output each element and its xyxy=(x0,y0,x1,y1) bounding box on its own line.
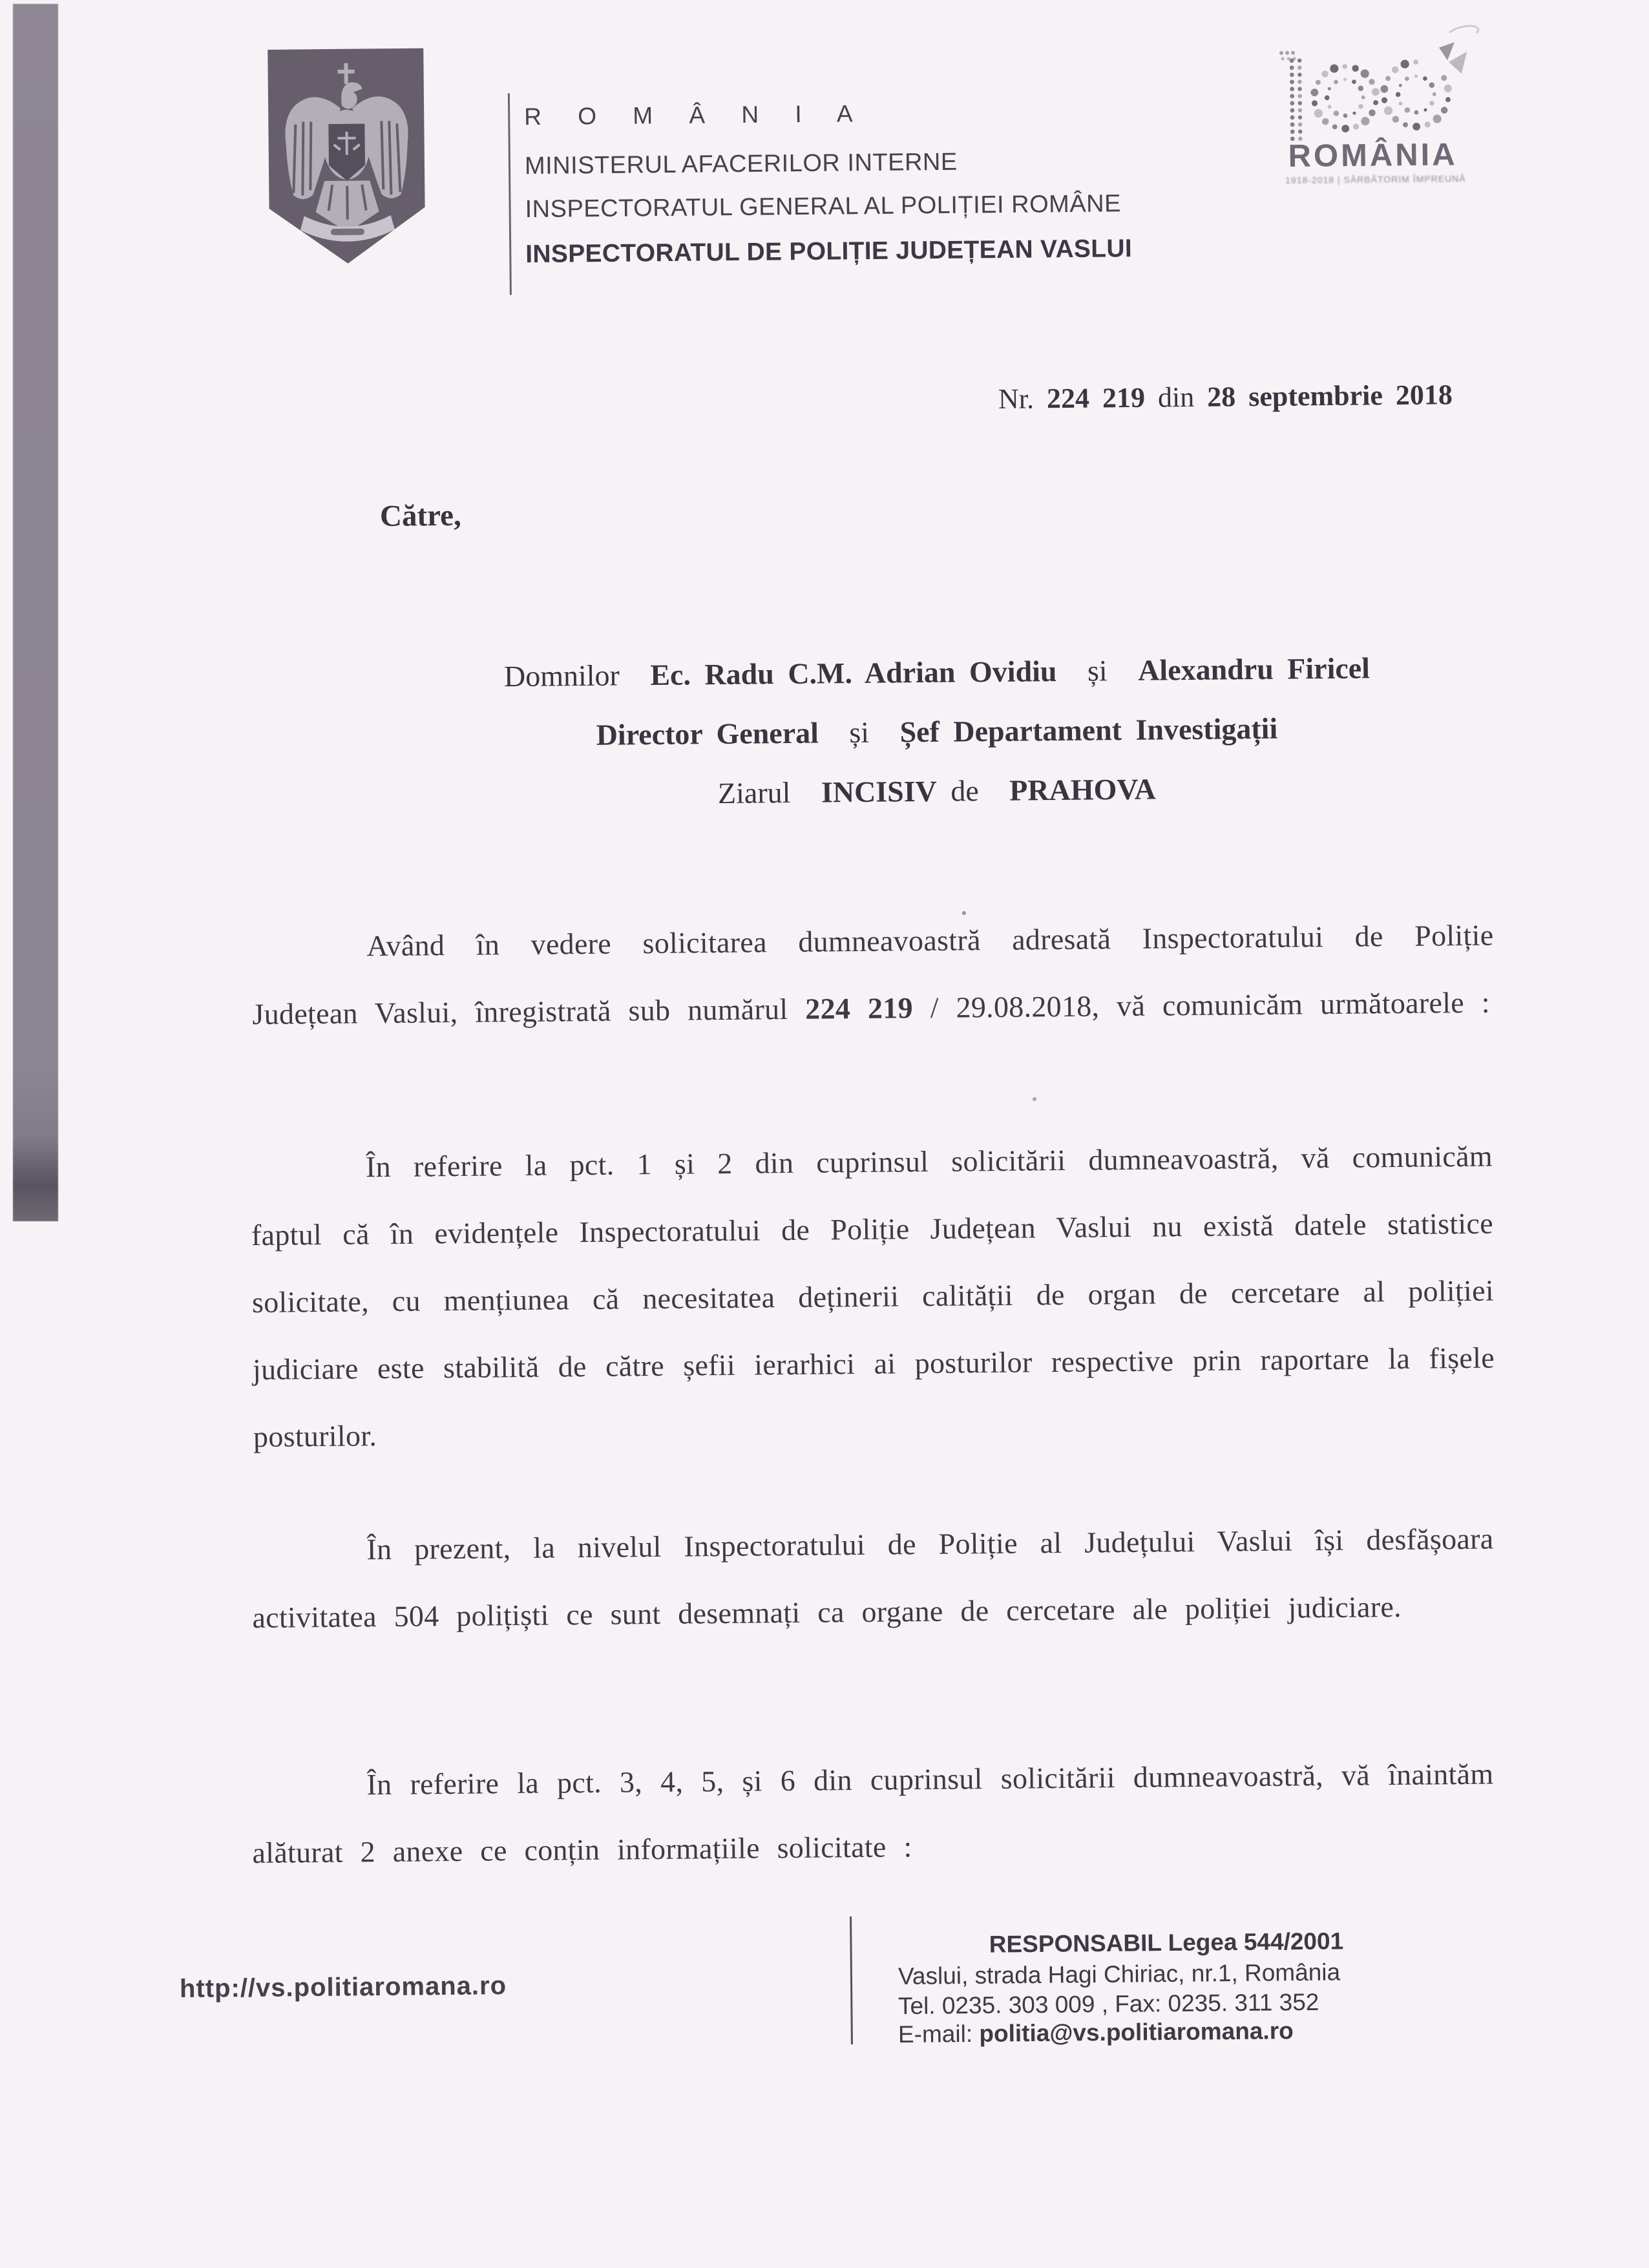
footer-email-address: politia@vs.politiaromana.ro xyxy=(979,2017,1294,2047)
addressee-conjunction-2: și xyxy=(849,715,870,750)
centenary-tagline: 1918-2018 | SĂRBĂTORIM ÎMPREUNĂ xyxy=(1285,173,1466,185)
addressee-conjunction: și xyxy=(1087,654,1108,688)
footer-website-url: http://vs.politiaromana.ro xyxy=(179,1971,507,2003)
footer-email-line xyxy=(898,2017,1294,2048)
footer-divider-line xyxy=(850,1916,853,2044)
reference-label: Nr. xyxy=(998,383,1035,415)
body-paragraph-3: În prezent, la nivelul Inspectoratului de Poliție al Județului Vaslui își desfășoara activitatea 504 polițiști ce sunt desemnați ca organe de cercetare ale poliției judiciare. xyxy=(252,1522,1494,1634)
letterhead xyxy=(264,30,1235,297)
footer-email-label: E-mail: xyxy=(898,2020,973,2048)
header-general-inspectorate: INSPECTORATUL GENERAL AL POLIȚIEI ROMÂNE xyxy=(525,190,1122,224)
addressee-name-2: Alexandru Firicel xyxy=(1137,651,1371,687)
reference-connector: din xyxy=(1157,381,1195,414)
addressee-name-1: Ec. Radu C.M. Adrian Ovidiu xyxy=(650,654,1057,692)
header-country: R O M Â N I A xyxy=(524,100,868,131)
footer-address: Vaslui, strada Hagi Chiriac, nr.1, România xyxy=(898,1958,1341,1990)
header-ministry: MINISTERUL AFACERILOR INTERNE xyxy=(524,148,958,180)
romania-100-centenary-logo xyxy=(1277,37,1467,195)
reference-date: 28 septembrie 2018 xyxy=(1206,379,1453,413)
addressee-line-titles xyxy=(381,709,1493,754)
scan-checkmark-artifact xyxy=(1445,48,1478,81)
newspaper-name: INCISIV xyxy=(821,774,938,809)
addressee-line-names xyxy=(381,649,1493,695)
ink-speckle xyxy=(1033,1097,1036,1101)
letterhead-separator xyxy=(508,93,512,295)
newspaper-prefix: Ziarul xyxy=(717,775,791,810)
coat-of-arms-icon xyxy=(264,46,429,267)
footer-phone-fax: Tel. 0235. 303 009 , Fax: 0235. 311 352 xyxy=(898,1988,1319,2019)
reference-number: 224 219 xyxy=(1046,381,1146,415)
body-paragraph-4: În referire la pct. 3, 4, 5, și 6 din cuprinsul solicitării dumneavoastră, vă înaintăm alăturat 2 anexe ce conțin informațiile solicitate : xyxy=(252,1757,1494,1869)
newspaper-place: PRAHOVA xyxy=(1009,772,1157,807)
newspaper-de: de xyxy=(951,774,980,808)
centenary-country-label: ROMÂNIA xyxy=(1288,137,1458,174)
paragraph-1-number: 224 219 xyxy=(805,991,914,1025)
header-county-inspectorate: INSPECTORATUL DE POLIȚIE JUDEȚEAN VASLUI xyxy=(525,235,1133,269)
scanner-edge-band xyxy=(13,4,58,1221)
centenary-100-dots-icon xyxy=(1279,49,1453,141)
footer-responsible-label: RESPONSABIL Legea 544/2001 xyxy=(989,1927,1344,1958)
addressee-title-1: Director General xyxy=(596,716,819,751)
addressee-title-2: Șef Departament Investigații xyxy=(899,711,1278,749)
registration-number-line xyxy=(998,378,1453,415)
body-paragraph-1 xyxy=(251,902,1495,1048)
paragraph-1-text-end: / 29.08.2018, vă comunicăm următoarele : xyxy=(912,985,1491,1025)
body-paragraph-2: În referire la pct. 1 și 2 din cuprinsul solicitării dumneavoastră, vă comunicăm faptul că în evidențele Inspectoratului de Poliție Județean Vaslui nu există datele statistice solicitate, cu mențiunea că necesitatea deținerii calității de organ de cercetare al poliției judiciare este stabilită de către șefii ierarhici ai posturilor respective prin raportare la fișele posturilor. xyxy=(251,1139,1495,1453)
addressee-line-newspaper xyxy=(381,768,1493,814)
salutation: Către, xyxy=(379,498,461,533)
paragraph-1-text: Având în vedere solicitarea dumneavoastră adresată Inspectoratului de Poliție Județean Vaslui, înregistrată sub numărul xyxy=(252,918,1494,1031)
addressee-prefix: Domnilor xyxy=(503,658,620,693)
